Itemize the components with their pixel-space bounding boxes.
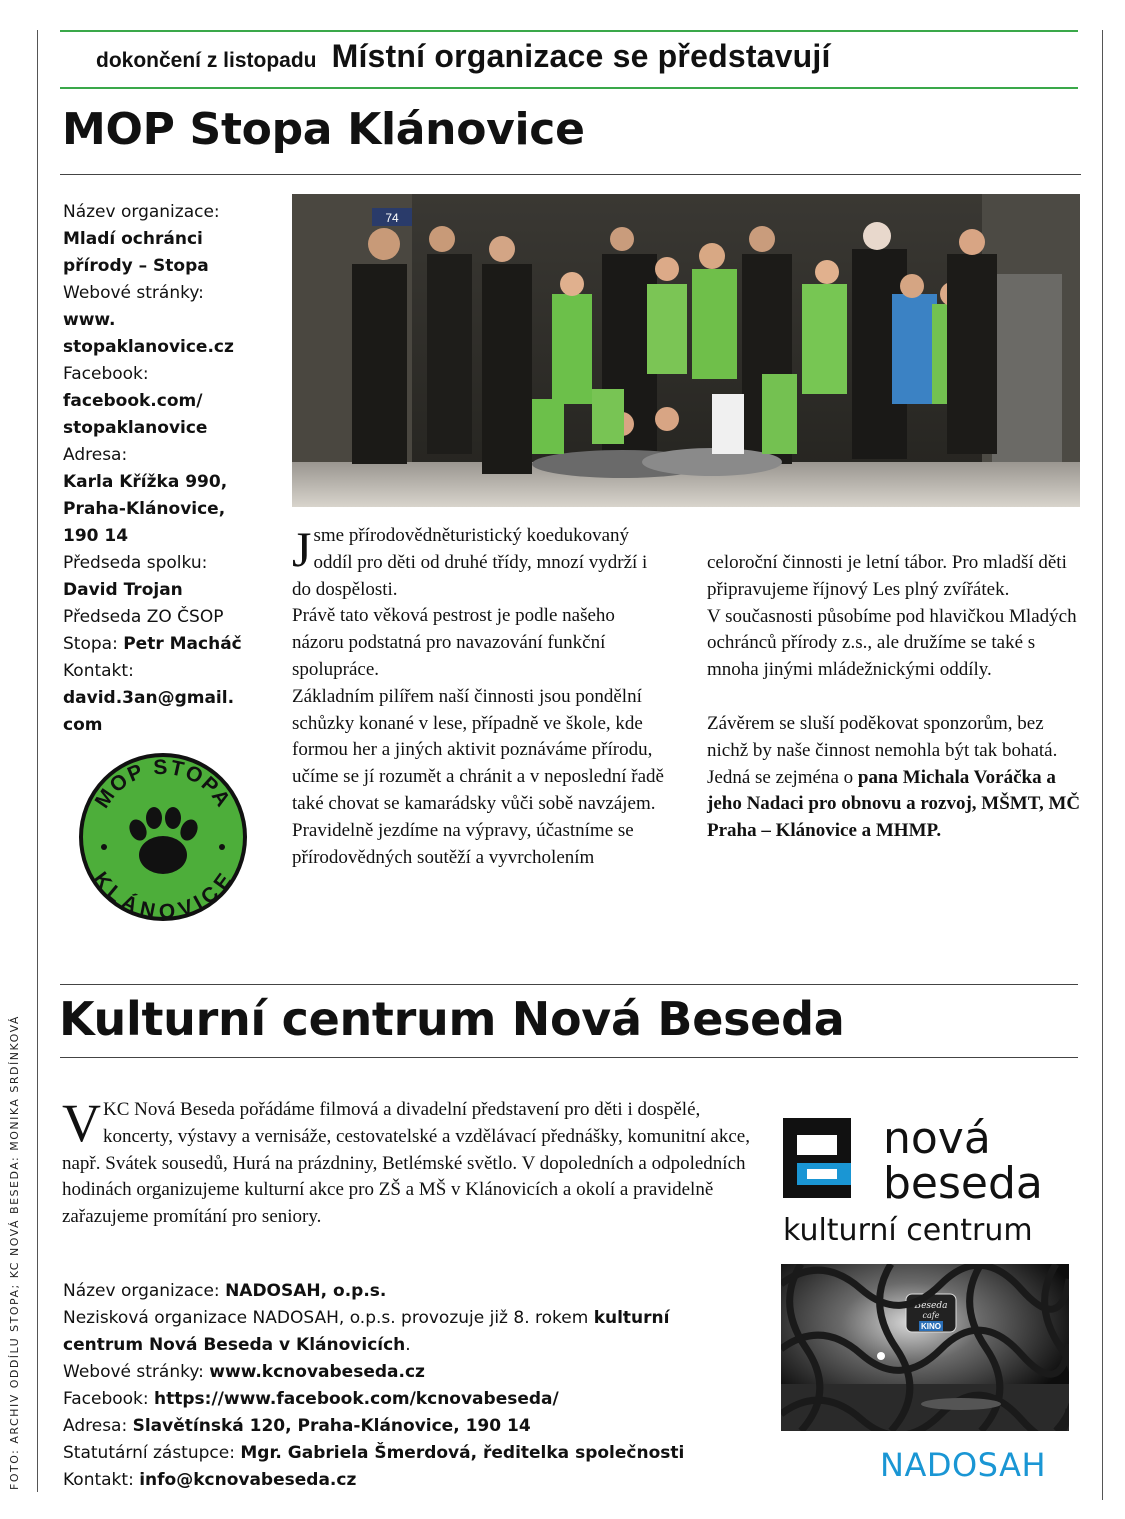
header-title: Místní organizace se představují <box>331 38 831 74</box>
sign-line1: Beseda <box>914 1301 948 1311</box>
left-border <box>37 30 38 1492</box>
kc-facebook-link[interactable]: https://www.facebook.com/kcnovabeseda/ <box>154 1389 559 1409</box>
mop-col2-p1: celoroční činnosti je letní tábor. Pro mladší děti připravujeme říjnový Les plný zvířátek. <box>707 552 1067 600</box>
mop-col2-p3: Závěrem se sluší poděkovat sponzorům, bez nichž by naše činnost nemohla být tak bohatá. Jedná se zejména o <box>707 712 1058 788</box>
kc-top-rule <box>60 984 1078 985</box>
info-label: Webové stránky: <box>63 283 204 303</box>
mop-logo <box>78 752 248 922</box>
kc-info: Název organizace: NADOSAH, o.p.s. Nezisková organizace NADOSAH, o.p.s. provozuje již 8. rokem kulturní centrum Nová Beseda v Klánovicích. Webové stránky: www.kcnovabeseda.cz Facebook: https://www.facebook.com/kcnovabeseda/ Adresa: Slavětínská 120, Praha-Klánovice, 190 14 Statutární zástupce: Mgr. Gabriela Šmerdová, ředitelka společnosti Kontakt: info@kcnovabeseda.cz <box>63 1281 685 1490</box>
info-value: David Trojan <box>63 580 183 600</box>
sign-line3: KINO <box>921 1322 941 1331</box>
mop-info <box>63 199 263 739</box>
mop-col1-p4: Pravidelně jezdíme na výpravy, účastníme se přírodovědných soutěží a vyvrcholením <box>292 819 634 868</box>
kc-intro <box>62 1093 752 1231</box>
mop-col1-p3: Základním pilířem naší činnosti jsou pondělní schůzky konané v lese, případně ve škole, kde formou her a jiných aktivit poznáváme přírodu, učíme se jí rozumět a chránit a v neposlední řadě také chovat se kamarádsky vůči sobě navzájem. <box>292 685 664 814</box>
nb-logo-line3: kulturní centrum <box>783 1213 1033 1248</box>
dropcap-v: V <box>62 1093 101 1153</box>
kc-org-name: NADOSAH, o.p.s. <box>225 1281 387 1301</box>
info-label: Předseda spolku: <box>63 553 208 573</box>
info-value: Petr Macháč <box>123 634 242 654</box>
header-top-rule <box>60 30 1078 32</box>
nb-logo-line1: nová <box>883 1113 991 1164</box>
info-value: david.3an@gmail. com <box>63 688 235 735</box>
info-label: Adresa: <box>63 445 128 465</box>
info-label: Kontakt: <box>63 661 134 681</box>
mop-logo-top-text: MOP STOPA <box>90 755 236 813</box>
nb-logo-line2: beseda <box>883 1158 1043 1209</box>
header-kicker: dokončení z listopadu <box>96 49 317 72</box>
nb-logo-mark-icon <box>783 1118 851 1198</box>
photo-credit: FOTO: ARCHIV ODDÍLU STOPA; KC NOVÁ BESEDA: MONIKA SRDÍNKOVÁ <box>8 1015 21 1490</box>
mop-logo-bottom-text: KLÁNOVICE <box>88 867 238 922</box>
nova-beseda-logo <box>783 1113 1073 1248</box>
kc-title: Kulturní centrum Nová Beseda <box>59 992 845 1046</box>
mop-title: MOP Stopa Klánovice <box>62 104 585 155</box>
info-value: Karla Křížka 990, Praha-Klánovice, 190 14 <box>63 472 228 546</box>
right-border <box>1102 30 1103 1500</box>
info-value: Mladí ochránci přírody – Stopa <box>63 229 209 276</box>
info-label: Název organizace: <box>63 202 220 222</box>
info-label: Facebook: <box>63 364 149 384</box>
mop-col2-sponsors: pana Michala Voráčka a jeho Nadaci pro obnovu a rozvoj, MŠMT, MČ Praha – Klánovice a MHMP. <box>707 766 1081 842</box>
nova-beseda-photo <box>781 1264 1069 1431</box>
header-bottom-rule <box>60 87 1078 89</box>
kc-title-rule <box>60 1057 1078 1058</box>
group-photo <box>292 194 1080 507</box>
sign-line2: cafe <box>922 1311 940 1320</box>
nadosah-logo: NADOSAH <box>880 1446 1047 1484</box>
mop-text-col2 <box>707 550 1085 845</box>
dropcap-j: J <box>292 521 312 577</box>
house-number: 74 <box>385 211 399 225</box>
kc-web-link[interactable]: www.kcnovabeseda.cz <box>209 1362 425 1382</box>
mop-col2-p2: V současnosti působíme pod hlavičkou Mladých ochránců přírody z.s., ale družíme se také s mnoha jinými mládežnickými oddíly. <box>707 605 1077 681</box>
kc-contact-email[interactable]: info@kcnovabeseda.cz <box>139 1470 357 1490</box>
mop-col1-p1: sme přírodovědněturistický koedukovaný oddíl pro děti od druhé třídy, mnozí vydrží i do dospělosti. <box>292 525 648 600</box>
kc-intro-text: KC Nová Beseda pořádáme filmová a divadelní představení pro děti i dospělé, koncerty, výstavy a vernisáže, cestovatelské a vzdělávací přednášky, komunitní akce, např. Svátek sousedů, Hurá na prázdniny, Betlémské světlo. V dopoledních a odpoledních hodinách organizujeme kulturní akce pro ZŠ a MŠ v Klánovicích a okolí a pravidelně zařazujeme promítání pro seniory. <box>62 1099 750 1228</box>
kc-address: Slavětínská 120, Praha-Klánovice, 190 14 <box>132 1416 531 1436</box>
kc-statutory: Mgr. Gabriela Šmerdová, ředitelka společnosti <box>240 1443 685 1463</box>
mop-title-rule <box>60 174 1081 175</box>
info-value: facebook.com/ stopaklanovice <box>63 391 208 438</box>
mop-text-col1 <box>292 523 670 871</box>
kc-desc-bold: kulturní centrum Nová Beseda v Klánovicích <box>63 1308 670 1355</box>
info-value: www. stopaklanovice.cz <box>63 310 234 357</box>
info-label: Předseda ZO ČSOP Stopa: Petr Macháč <box>63 607 242 654</box>
section-header <box>96 38 1086 75</box>
mop-col1-p2: Právě tato věková pestrost je podle našeho názoru podstatná pro navazování funkční spolupráce. <box>292 605 615 680</box>
